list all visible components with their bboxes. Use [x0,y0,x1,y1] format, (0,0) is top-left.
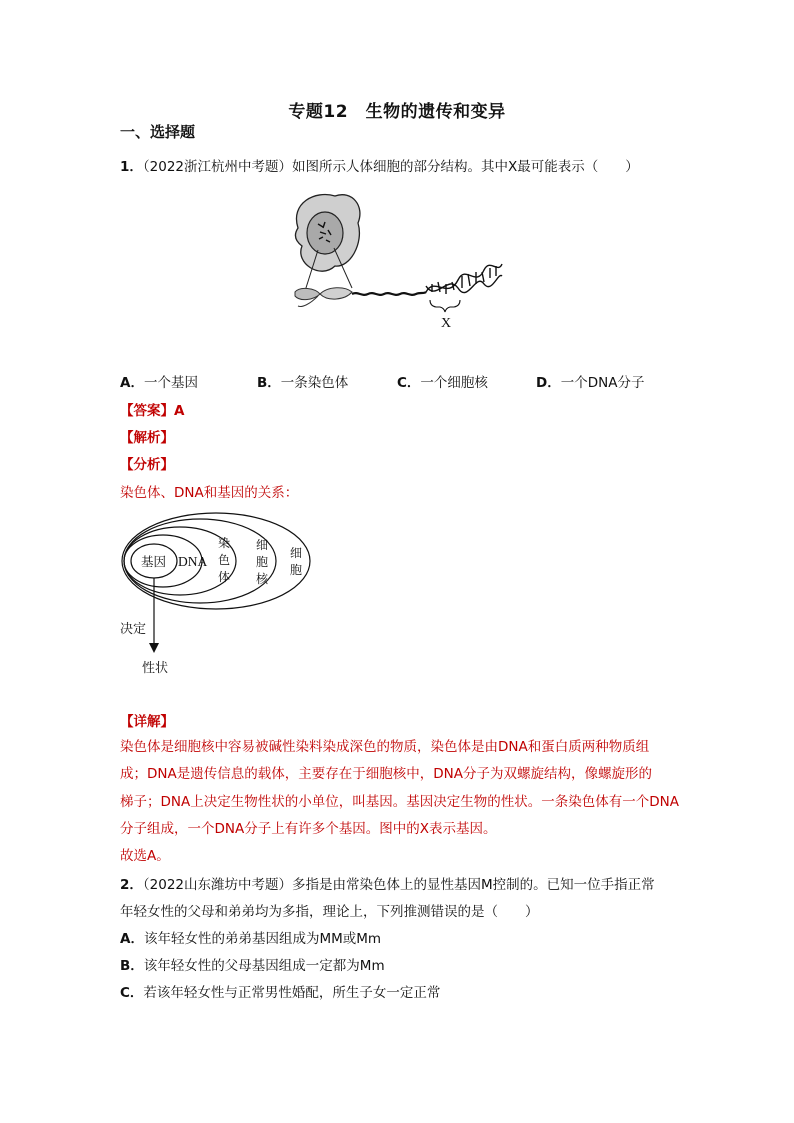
label-chromosome-1: 染 [218,536,231,550]
detail-line-1: 染色体是细胞核中容易被碱性染料染成深色的物质，染色体是由DNA和蛋白质两种物质组 [120,739,650,755]
question-1-source: （2022浙江杭州中考题） [142,159,293,175]
arrow-head [149,643,159,653]
answer-value: A [174,403,185,419]
label-cell-1: 细 [290,546,303,560]
option-c[interactable]: C．一个细胞核 [397,375,488,391]
label-trait: 性状 [142,661,169,676]
option-a[interactable]: A．一个基因 [120,375,198,391]
answer-tag: 【答案】 [120,403,174,419]
question-2-source: （2022山东潍坊中考题） [142,877,293,893]
question-2-text-2: 年轻女性的父母和弟弟均为多指，理论上，下列推测错误的是（ ） [120,904,539,920]
cell-dna-figure [290,188,510,333]
dna-helix [426,264,502,294]
label-chromosome-3: 体 [218,570,231,584]
detail-line-2: 成；DNA是遗传信息的载体，主要存在于细胞核中，DNA分子为双螺旋结构，像螺旋形的 [120,766,652,783]
relation-title: 染色体、DNA和基因的关系： [120,485,299,501]
section-heading: 一、选择题 [120,123,196,141]
answer-line [120,399,184,419]
q2-option-b[interactable]: B．该年轻女性的父母基因组成一定都为Mm [120,958,385,974]
x-bracket [430,300,460,312]
detail-tag: 【详解】 [120,714,174,730]
chromatin-thread [352,292,426,295]
label-gene: 基因 [141,554,167,569]
conclusion: 故选A。 [120,848,170,865]
option-d[interactable]: D．一个DNA分子 [536,375,645,391]
question-1-text: 如图所示人体细胞的部分结构。其中X最可能表示（ ） [292,159,639,175]
label-chromosome-2: 色 [218,553,231,567]
detail-line-3: 梯子；DNA上决定生物性状的小单位，叫基因。基因决定生物的性状。一条染色体有一个DNA [120,793,679,810]
question-2-number: 2． [120,877,143,893]
chromosome [295,288,352,307]
q2-option-c[interactable]: C．若该年轻女性与正常男性婚配，所生子女一定正常 [120,985,441,1001]
detail-paragraph [120,734,680,870]
question-2-stem [120,873,655,893]
analysis-tag: 【解析】 [120,430,174,446]
label-nucleus-2: 胞 [256,555,269,569]
label-dna: DNA [178,554,208,569]
x-label: X [441,316,452,331]
label-nucleus-1: 细 [256,538,269,552]
q2-option-a[interactable]: A．该年轻女性的弟弟基因组成为MM或Mm [120,931,382,947]
question-1-stem [120,155,639,175]
fenxi-tag: 【分析】 [120,457,174,473]
label-nucleus-3: 核 [256,572,269,586]
relation-diagram [118,505,333,680]
page-title: 专题12 生物的遗传和变异 [288,102,506,122]
detail-line-4: 分子组成，一个DNA分子上有许多个基因。图中的X表示基因。 [120,820,497,837]
label-decide: 决定 [120,622,147,637]
question-1-number: 1． [120,159,143,175]
option-b[interactable]: B．一条染色体 [257,375,349,391]
label-cell-2: 胞 [290,563,303,577]
question-2-text-1: 多指是由常染色体上的显性基因M控制的。已知一位手指正常 [292,877,655,893]
